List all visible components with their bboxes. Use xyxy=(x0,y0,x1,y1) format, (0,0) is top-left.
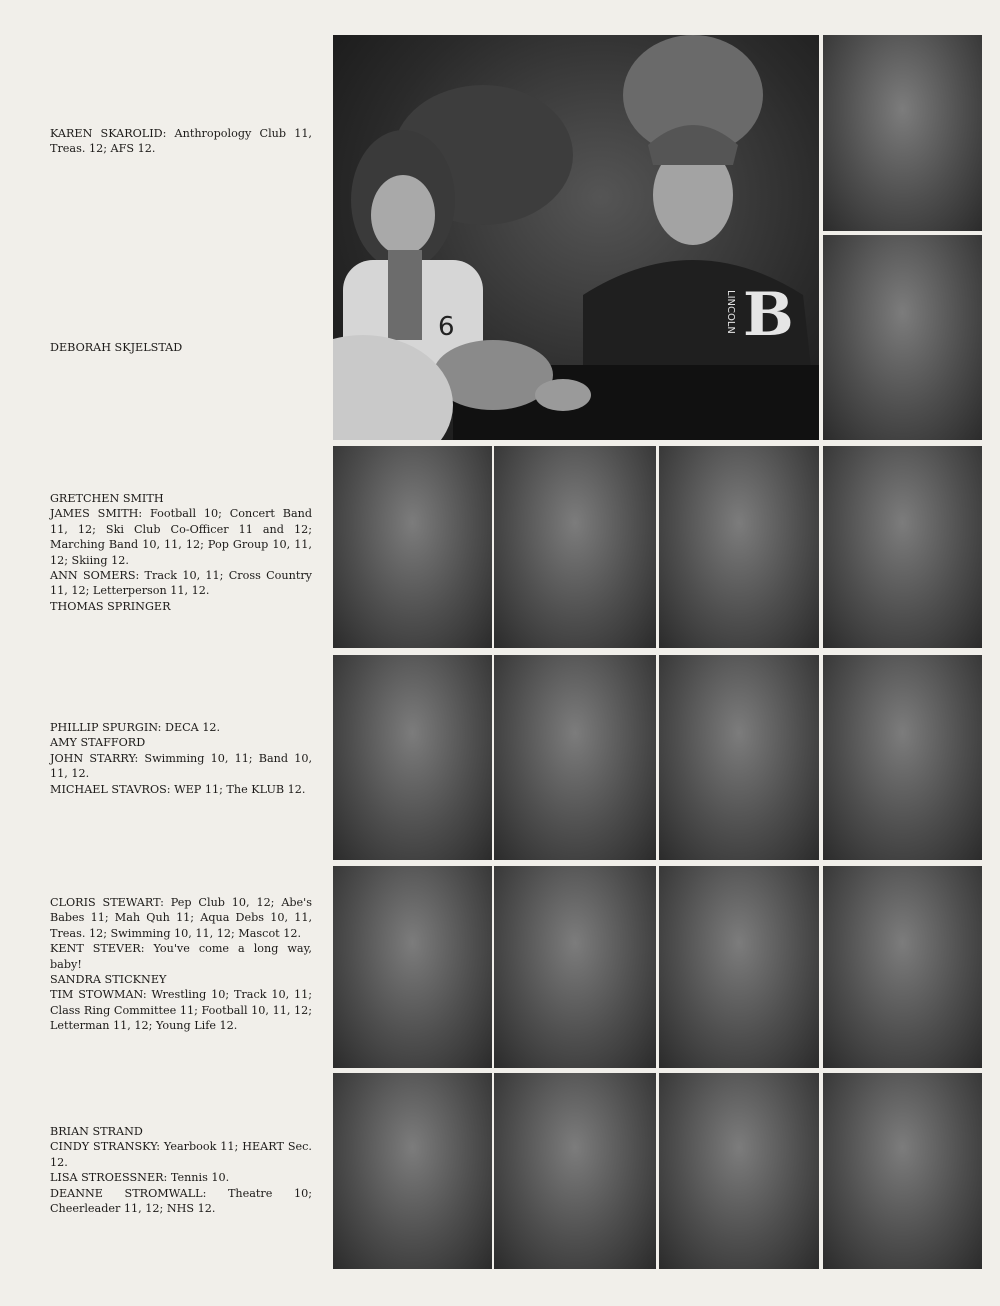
portrait-john-starry xyxy=(659,655,819,860)
number-card: 6 xyxy=(438,312,455,342)
jacket-letter: B xyxy=(743,280,794,350)
caption-line: DEBORAH SKJELSTAD xyxy=(50,341,183,354)
caption-line: GRETCHEN SMITH xyxy=(50,492,164,505)
portrait-cindy-stransky xyxy=(494,1073,656,1269)
caption-line: CLORIS STEWART: Pep Club 10, 12; Abe's Babes 11; Mah Quh 11; Aqua Debs 10, 11, Treas. 12; Swimming 10, 11, 12; Mascot 12. xyxy=(50,896,312,940)
portrait-tim-stowman xyxy=(823,866,982,1068)
portrait-ann-somers xyxy=(659,446,819,648)
caption-line: LISA STROESSNER: Tennis 10. xyxy=(50,1171,230,1185)
caption-line: ANN SOMERS: Track 10, 11; Cross Country 11, 12; Letterperson 11, 12. xyxy=(50,569,312,598)
caption-line: KENT STEVER: You've come a long way, baby! xyxy=(50,942,312,971)
portrait-deanne-stromwall xyxy=(823,1073,982,1269)
caption-row-4 xyxy=(50,1124,312,1216)
portrait-kent-stever xyxy=(494,866,656,1068)
portrait-gretchen-smith xyxy=(333,446,492,648)
caption-line: JAMES SMITH: Football 10; Concert Band 11, 12; Ski Club Co-Officer 11 and 12; Marching Band 10, 11, 12; Pop Group 10, 11, 12; Skiing 12. xyxy=(50,507,312,567)
caption-line: AMY STAFFORD xyxy=(50,736,146,750)
caption-line: DEANNE STROMWALL: Theatre 10; Cheerleader 11, 12; NHS 12. xyxy=(50,1186,312,1216)
caption-line: TIM STOWMAN: Wrestling 10; Track 10, 11; Class Ring Committee 11; Football 10, 11, 12; Letterman 11, 12; Young Life 12. xyxy=(50,988,312,1033)
portrait-brian-strand xyxy=(333,1073,492,1269)
caption-line: SANDRA STICKNEY xyxy=(50,973,167,987)
group-candid-photo xyxy=(333,35,819,440)
portrait-lisa-stroessner xyxy=(659,1073,819,1269)
caption-row-1 xyxy=(50,491,312,614)
caption-line: JOHN STARRY: Swimming 10, 11; Band 10, 11, 12. xyxy=(50,751,312,781)
caption-line: MICHAEL STAVROS: WEP 11; The KLUB 12. xyxy=(50,782,306,796)
caption-line: BRIAN STRAND xyxy=(50,1125,143,1138)
portrait-thomas-springer xyxy=(823,446,982,648)
portrait-cloris-stewart xyxy=(333,866,492,1068)
portrait-deborah-skjelstad xyxy=(823,235,982,440)
portrait-karen-skarolid xyxy=(823,35,982,231)
caption-line: CINDY STRANSKY: Yearbook 11; HEART Sec. 12. xyxy=(50,1140,312,1169)
caption-line: THOMAS SPRINGER xyxy=(50,599,171,613)
portrait-james-smith xyxy=(494,446,656,648)
caption-line: KAREN SKAROLID: Anthropology Club 11, Treas. 12; AFS 12. xyxy=(50,127,312,156)
caption-row-3 xyxy=(50,895,312,1034)
portrait-amy-stafford xyxy=(494,655,656,860)
jacket-lettering: LINCOLN xyxy=(725,290,736,334)
caption-row-2 xyxy=(50,720,312,797)
caption-karen-skarolid xyxy=(50,126,312,157)
caption-line: PHILLIP SPURGIN: DECA 12. xyxy=(50,721,221,734)
portrait-phillip-spurgin xyxy=(333,655,492,860)
portrait-michael-stavros xyxy=(823,655,982,860)
caption-deborah-skjelstad xyxy=(50,340,312,355)
portrait-sandra-stickney xyxy=(659,866,819,1068)
